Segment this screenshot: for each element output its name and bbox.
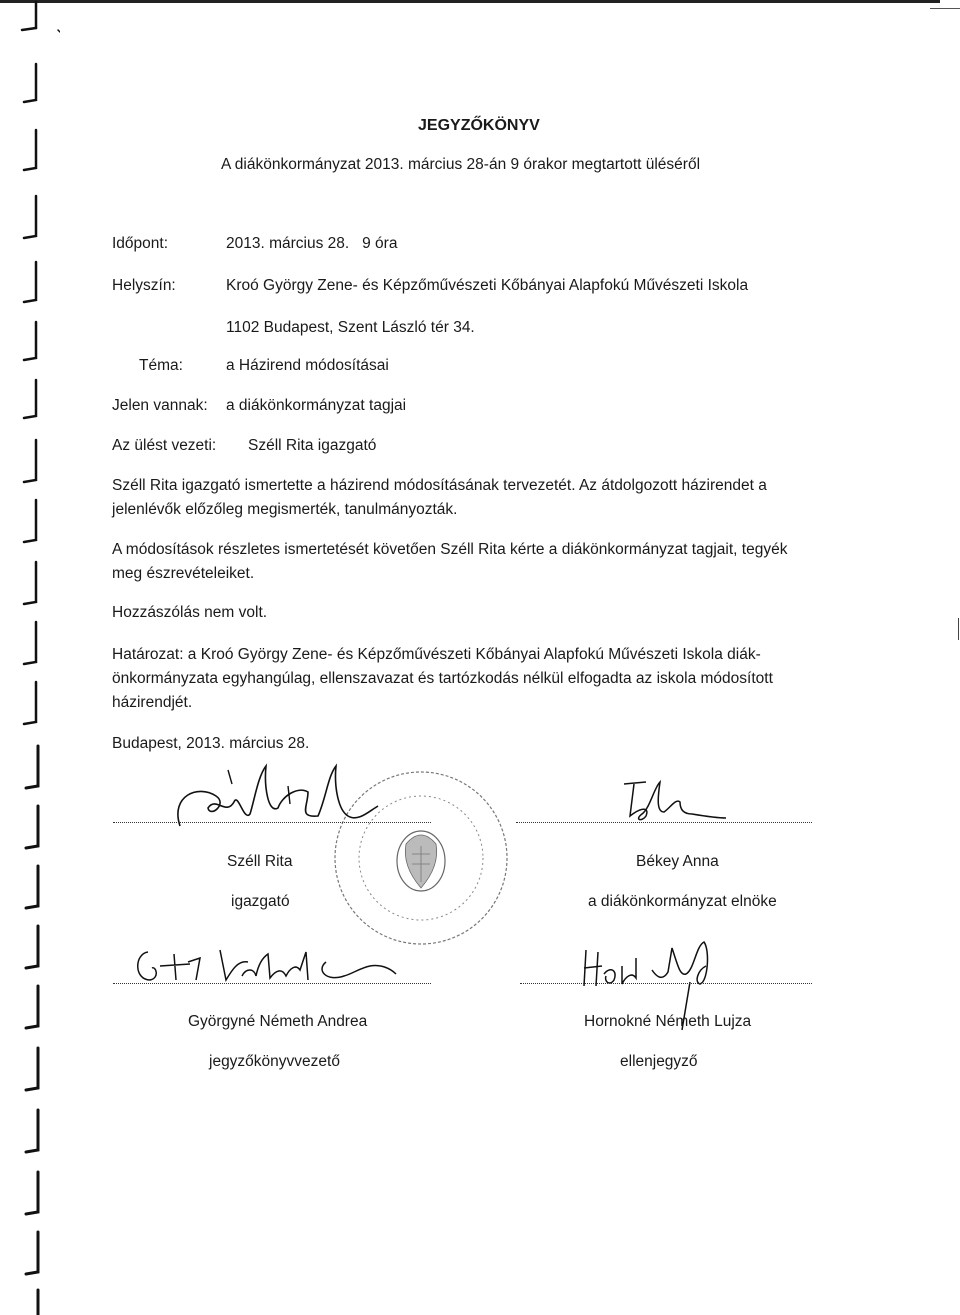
signature-szell-rita: [168, 756, 388, 846]
field-label-present: Jelen vannak:: [112, 397, 208, 414]
field-label-location: Helyszín:: [112, 277, 176, 294]
field-value-location: Kroó György Zene- és Képzőművészeti Kőbányai Alapfokú Művészeti Iskola: [226, 277, 749, 294]
signature-line-3: [113, 983, 431, 984]
field-value-chair: Széll Rita igazgató: [248, 437, 377, 454]
field-value-date: 2013. március 28. 9 óra: [226, 235, 398, 252]
paragraph-comments: Hozzászólás nem volt.: [112, 604, 268, 621]
paragraph-resolution: Határozat: a Kroó György Zene- és Képzőművészeti Kőbányai Alapfokú Művészeti Iskola diák-önkormányzata egyhangúlag, ellenszavazat és tartózkodás nélkül elfogadta az iskola módosított házirendjét.: [112, 646, 773, 711]
field-value-address: 1102 Budapest, Szent László tér 34.: [226, 319, 475, 336]
paragraph-intro: Széll Rita igazgató ismertette a házirend módosításának tervezetét. Az átdolgozott házirendet a jelenlévők előzőleg megismerték, tanulmányozták.: [112, 477, 767, 518]
signature-bekey-anna: [620, 778, 730, 828]
signer-role-4: ellenjegyző: [620, 1053, 698, 1070]
document-subtitle: A diákönkormányzat 2013. március 28-án 9 órakor megtartott üléséről: [221, 156, 701, 173]
signature-line-1: [113, 822, 431, 823]
signature-gyorgyne-nemeth-andrea: [130, 940, 430, 996]
signer-name-2: Békey Anna: [636, 853, 719, 870]
scan-edge-line-short: [930, 8, 960, 9]
signature-line-4: [520, 983, 812, 984]
signer-role-1: igazgató: [231, 893, 290, 910]
field-value-present: a diákönkormányzat tagjai: [226, 397, 407, 414]
scan-edge-mark: [958, 618, 959, 640]
field-label-topic: Téma:: [139, 357, 183, 374]
signer-name-3: Györgyné Németh Andrea: [188, 1013, 368, 1030]
signer-name-1: Széll Rita: [227, 853, 293, 870]
signer-name-4: Hornokné Németh Lujza: [584, 1013, 752, 1030]
scan-edge-line: [0, 0, 940, 3]
signer-role-3: jegyzőkönyvvezető: [209, 1053, 340, 1070]
signer-role-2: a diákönkormányzat elnöke: [588, 893, 777, 910]
field-label-chair: Az ülést vezeti:: [112, 437, 217, 454]
binder-spine-marks: [0, 0, 60, 1315]
paragraph-details: A módosítások részletes ismertetését követően Széll Rita kérte a diákönkormányzat tagjait, tegyék meg észrevételeiket.: [112, 541, 788, 582]
place-date: Budapest, 2013. március 28.: [112, 735, 310, 752]
field-label-date: Időpont:: [112, 235, 169, 252]
field-value-topic: a Házirend módosításai: [226, 357, 389, 374]
document-title: JEGYZŐKÖNYV: [418, 117, 540, 134]
signature-line-2: [516, 822, 812, 823]
